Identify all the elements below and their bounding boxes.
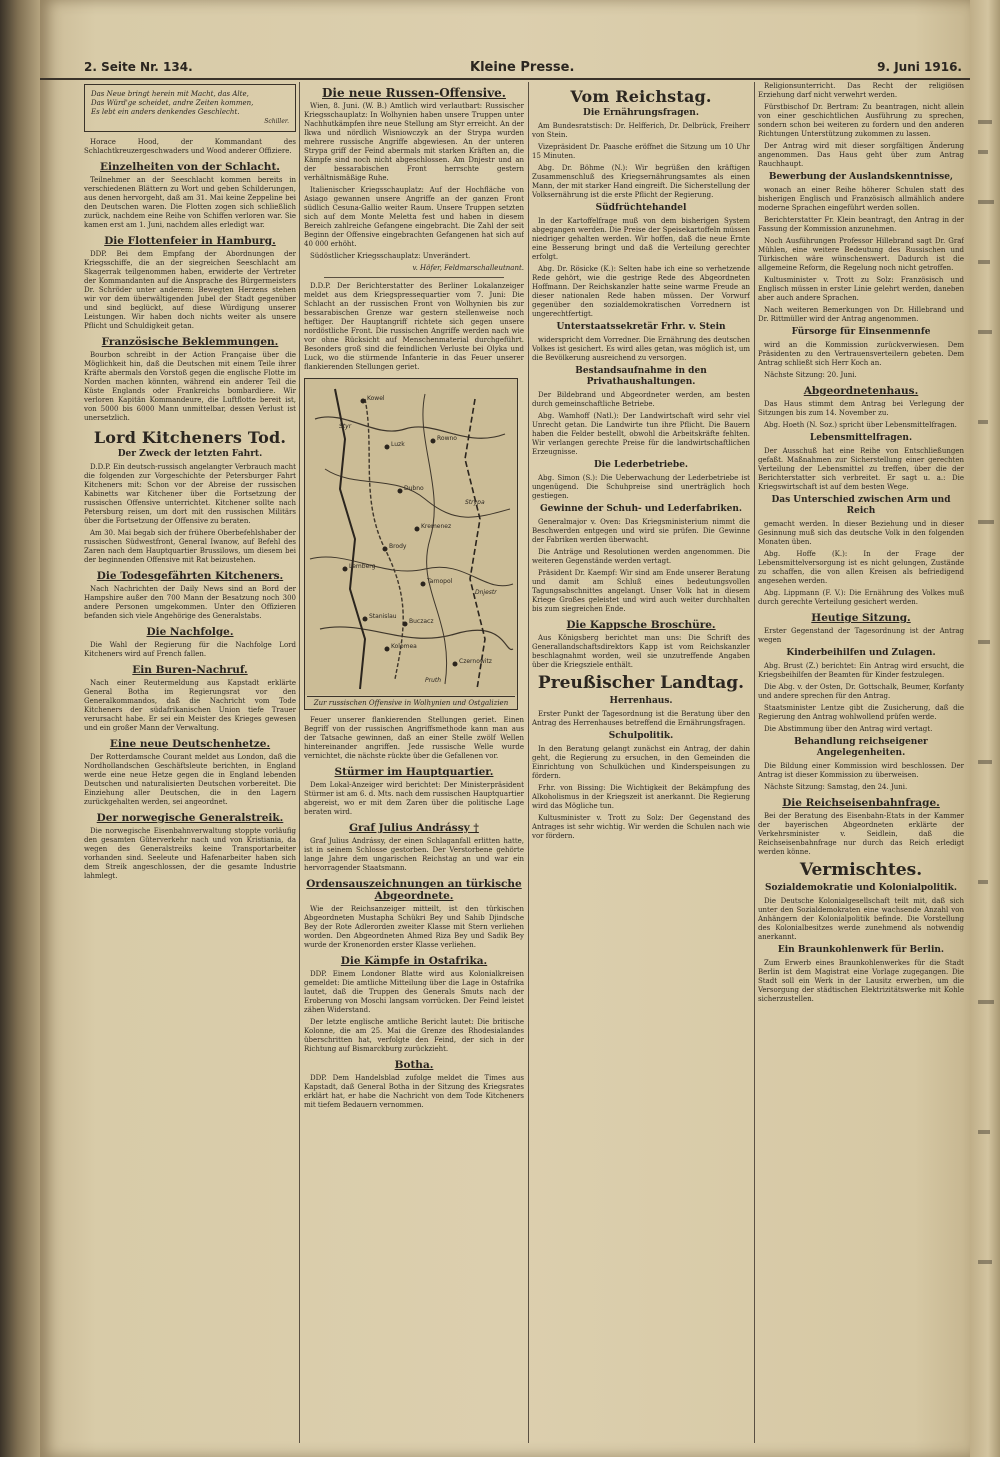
article-text: Am Bundesratstisch: Dr. Helfferich, Dr. Delbrück, Freiherr von Stein. (532, 122, 750, 139)
article-text: Die Abg. v. der Osten, Dr. Gottschalk, Beumer, Korfanty und andere sprechen für den Antrag. (758, 683, 964, 700)
article-text: Abg. Wamhoff (Natl.): Der Landwirtschaft wird sehr viel Unrecht getan. Die Landwirte tun ihre Pflicht. Die Bauern haben die Felder bestellt, obwohl die Arbeitskräfte fehlten. Wir verlangen gerechte Preise für die landwirtschaftlichen Erzeugnisse. (532, 412, 750, 456)
article-text: Der Ausschuß hat eine Reihe von Entschließungen gefaßt. Maßnahmen zur Sicherstellung einer gerechten Verteilung der Lebensmittel zu treffen, über die der Berichterstatter sich verbreitet. Er sagt u. a.: Die Kriegswirtschaft ist auf dem besten Wege. (758, 447, 964, 491)
article-text: Wien, 8. Juni. (W. B.) Amtlich wird verlautbart: Russischer Kriegsschauplatz: In Wolhynien haben unsere Truppen unter Nachhutkämpfen ihre neue Stellung am Styr erreicht. An der Ikwa und nördlich Wisniowczyk an der Strypa wurden mehrere russische Angriffe abgewiesen. An der unteren Strypa griff der Feind abermals mit starken Kräften an, die Kämpfe sind noch nicht abgeschlossen. Am Dnjestr und an der bessarabischen Front herrschte gestern verhältnismäßige Ruhe. (304, 102, 524, 182)
article-text: Das Haus stimmt dem Antrag bei Verlegung der Sitzungen bis zum 14. November zu. (758, 400, 964, 417)
article-text: Der Rotterdamsche Courant meldet aus London, daß die Nordhollandschen Geschäftsleute berichten, in England werde eine neue Hetze gegen die in England lebenden Deutschen und naturalisierten Deutschen vorbereitet. Die Einziehung aller Deutschen, die in den Lagern zurückgehalten werden, sei angeordnet. (84, 753, 296, 806)
article-text: Nach Nachrichten der Daily News sind an Bord der Hampshire außer den 700 Mann der Besatzung noch 300 andere Personen umgekommen. Unter den Offizieren befanden sich viele Angehörige des Generalstabs. (84, 585, 296, 620)
headline: Der norwegische Generalstreik. (96, 812, 284, 824)
subheadline: Bestandsaufnahme in den Privathaushaltungen. (575, 366, 707, 387)
epigraph-source: Schiller. (264, 118, 289, 125)
article-text: Frhr. von Bissing: Die Wichtigkeit der Bekämpfung des Alkoholismus in der Kriegszeit ist anerkannt. Die Regierung wird das Mögliche tun. (532, 784, 750, 810)
subheadline: Unterstaatssekretär Frhr. v. Stein (556, 322, 726, 332)
column-3 (532, 82, 750, 1447)
article-text: Vizepräsident Dr. Paasche eröffnet die Sitzung um 10 Uhr 15 Minuten. (532, 143, 750, 160)
front-map (304, 378, 518, 710)
article-text: Aus Königsberg berichtet man uns: Die Schrift des Generallandschaftsdirektors Kapp ist vom Reichskanzler beschlagnahmt worden, weil sie unzutreffende Angaben über die Kriegsziele enthält. (532, 634, 750, 669)
article-text: In der Kartoffelfrage muß von dem bisherigen System abgegangen werden. Die Preise der Speisekartoffeln müssen niedriger gehalten werden. Wir hoffen, daß die neue Ernte eine Besserung bringt und daß die Verteilung gerechter erfolgt. (532, 217, 750, 261)
map-label: Kremenez (421, 523, 452, 530)
newspaper-page (40, 0, 970, 1457)
article-text: Kultusminister v. Trott zu Solz: Der Gegenstand des Antrages ist sehr wichtig. Wir werden die Schulen nach wie vor fördern. (532, 814, 750, 840)
article-text: Abg. Dr. Rösicke (K.): Selten habe ich eine so verhetzende Rede gehört, wie die gestrige Rede des Abgeordneten Hoffmann. Der Reichskanzler hatte seine warme Freude an dieser nationalen Rede haben müssen. Der Vorwurf gegenüber den sozialdemokratischen Vorrednern ist ungerechtfertigt. (532, 265, 750, 318)
epigraph-box (84, 84, 296, 132)
map-label: Brody (389, 543, 407, 550)
article-text: Generalmajor v. Oven: Das Kriegsministerium nimmt die Beschwerden entgegen und wird sie prüfen. Die Gewinne der Fabriken werden überwacht. (532, 518, 750, 544)
article-text: Italienischer Kriegsschauplatz: Auf der Hochfläche von Asiago gewannen unsere Angriffe an der ganzen Front südlich Cesuna-Gallio weiter Raum. Unsere Truppen setzten sich auf dem Monte Meletta fest und haben in diesem Bereich zahlreiche Gefangene eingebracht. Die Zahl der seit Beginn der Offensive eingebrachten Gefangenen hat sich auf 40 000 erhöht. (304, 186, 524, 248)
headline: Eine neue Deutschenhetze. (109, 738, 271, 750)
map-label: Lemberg (349, 563, 376, 570)
article-text: Kultusminister v. Trott zu Solz: Französisch und Englisch müssen in erster Linie gelehrt werden, daneben aber auch andere Sprachen. (758, 276, 964, 302)
headline: Einzelheiten von der Schlacht. (100, 161, 280, 173)
headline: Abgeordnetenhaus. (803, 385, 919, 397)
issue-date: 9. Juni 1916. (877, 60, 962, 74)
column-rule (754, 82, 755, 1443)
subheadline: Südfrüchtehandel (595, 203, 687, 213)
column-rule (299, 82, 300, 1443)
article-text: Bei der Beratung des Eisenbahn-Etats in der Kammer der bayerischen Abgeordneten erklärte der Verkehrsminister v. Seidlein, daß die Reichseisenbahnfrage nur durch das Reich erledigt werden könne. (758, 812, 964, 856)
map-label: Stanislau (369, 613, 397, 620)
headline: Ordensauszeichnungen an türkische Abgeordnete. (306, 878, 522, 902)
headline-large: Vom Reichstag. (570, 87, 712, 106)
map-label: Luzk (391, 441, 405, 448)
subheadline: Ein Braunkohlenwerk für Berlin. (777, 945, 945, 955)
article-text: Teilnehmer an der Seeschlacht kommen bereits in verschiedenen Blättern zu Wort und geben Schilderungen, aus denen hervorgeht, daß am 31. Mai keine Zeppeline bei den Deutschen waren. Die Flotten zogen sich schließlich zurück, nachdem eine Reihe von Schiffen verloren war. Sie kamen erst am 1. Juni, nachdem alles erledigt war. (84, 176, 296, 229)
epigraph-line: Das Neue bringt herein mit Macht, das Alte, (91, 90, 249, 98)
article-text: Die Abstimmung über den Antrag wird vertagt. (764, 725, 933, 733)
subheadline: Die Lederbetriebe. (593, 460, 689, 470)
column-4 (758, 82, 964, 1447)
headline-large: Vermischtes. (799, 860, 923, 880)
article-text: Erster Gegenstand der Tagesordnung ist der Antrag wegen (758, 627, 964, 644)
article-text: Nächste Sitzung: 20. Juni. (764, 371, 857, 379)
article-text: Abg. Simon (S.): Die Ueberwachung der Lederbetriebe ist ungenügend. Die Schuhpreise sind unerträglich hoch gestiegen. (532, 474, 750, 500)
headline-large: Preußischer Landtag. (537, 673, 745, 693)
map-label: Rowno (437, 435, 457, 442)
article-text: DDP. Einem Londoner Blatte wird aus Kolonialkreisen gemeldet: Die amtliche Mitteilung über die Lage in Ostafrika lautet, daß die Truppen des Generals Smuts nach der Eroberung von Moschi langsam vorrücken. Der Feind leistet zähen Widerstand. (304, 970, 524, 1014)
article-text: Graf Julius Andrássy, der einen Schlaganfall erlitten hatte, ist in seinem Schlosse gestorben. Der Verstorbene gehörte lange Jahre dem ungarischen Reichstag an und war ein hervorragender Staatsmann. (304, 837, 524, 872)
map-label: Dnjestr (475, 589, 497, 596)
headline: Die Flottenfeier in Hamburg. (104, 235, 276, 247)
article-text: Abg. Dr. Böhme (N.): Wir begrüßen den kräftigen Zusammenschluß des Kriegsernährungsamtes als einen Mann, der mit starker Hand eingreift. Die Sicherstellung der Volksernährung ist die erste Pflicht der Regierung. (532, 164, 750, 199)
paper-title: Kleine Presse. (470, 60, 575, 75)
article-text: Abg. Lippmann (F. V.): Die Ernährung des Volkes muß durch gerechte Verteilung gesichert werden. (758, 589, 964, 606)
divider (324, 277, 504, 278)
subheadline: Gewinne der Schuh- und Lederfabriken. (539, 504, 743, 514)
map-label: Styr (339, 423, 352, 430)
map-label: Kowel (367, 395, 385, 402)
headline-large: Lord Kitcheners Tod. (93, 428, 287, 447)
article-text: Zum Erwerb eines Braunkohlenwerkes für die Stadt Berlin ist dem Magistrat eine Vorlage zugegangen. Die Stadt soll ein Werk in der Lausitz erwerben, um die Versorgung der städtischen Elektrizitätswerke mit Kohle sicherzustellen. (758, 959, 964, 1003)
column-1 (84, 82, 296, 1447)
article-text: Die Bildung einer Kommission wird beschlossen. Der Antrag ist dieser Kommission zu überweisen. (758, 762, 964, 779)
article-text: Die Wahl der Regierung für die Nachfolge Lord Kitcheners wird auf French fallen. (84, 641, 296, 658)
headline: Die Kappsche Broschüre. (566, 619, 716, 631)
headline: Die Nachfolge. (146, 626, 234, 638)
page-number: 2. Seite Nr. 134. (84, 60, 193, 74)
headline: Die Reichseisenbahnfrage. (782, 797, 940, 809)
column-2 (304, 82, 524, 1447)
article-text: Der letzte englische amtliche Bericht lautet: Die britische Kolonne, die am 25. Mai die Grenze des Rhodesialandes überschritten hat, verfolgte den Feind, der sich in der Richtung auf Bismarckburg zurückzieht. (304, 1018, 524, 1053)
article-text: Der Bildebrand und Abgeordneter werden, am besten durch gemeinschaftliche Betriebe. (532, 391, 750, 408)
headline: Botha. (394, 1059, 434, 1071)
column-rule (528, 82, 529, 1443)
article-text: Nach einer Reutermeldung aus Kapstadt erklärte General Botha im Regierungsrat vor den Generalkommandos, daß die Nachricht vom Tode Kitcheners der südafrikanischen Union tiefe Trauer verursacht habe. Er sei ein Meister des Krieges gewesen und ein großer Mann der Verwaltung. (84, 679, 296, 732)
article-text: wird an die Kommission zurückverwiesen. Dem Präsidenten zu den Vertrauensverteilern gebeten. Dem Antrag schließt sich Herr Koch an. (758, 341, 964, 367)
article-text: Feuer unserer flankierenden Stellungen geriet. Einen Begriff von der russischen Angriffsmethode kann man aus der Tatsache gewinnen, daß an einer Stelle zwölf Wellen hintereinander angriffen. Jede russische Welle wurde vernichtet, die nächste rückte über die Gefallenen vor. (304, 716, 524, 760)
article-text: Abg. Hoffe (K.): In der Frage der Lebensmittelversorgung ist es nicht gelungen, Zustände zu schaffen, die von allen Kreisen als befriedigend angesehen werden. (758, 550, 964, 585)
subheadline: Kinderbeihilfen und Zulagen. (786, 648, 936, 658)
article-text: Präsident Dr. Kaempf: Wir sind am Ende unserer Beratung und damit am Schluß eines bedeutungsvollen Tagungsabschnittes angelangt. Unser Volk hat in diesem Kriege Großes geleistet und wird auch weiter durchhalten bis zum siegreichen Ende. (532, 569, 750, 613)
subheadline: Fürsorge für Einsenmennfe (791, 327, 931, 337)
article-text: DDP. Bei dem Empfang der Abordnungen der Kriegsschiffe, die an der siegreichen Seeschlacht am Skagerrak teilgenommen haben, erwiderte der Vertreter der Kommandanten auf die Ansprache des Bürgermeisters Dr. Schröder unter anderem: Bewegten Herzens stehen wir vor dem überwältigenden Jubel der Stadt gegenüber und sind beglückt, auf diese Würdigung unserer Leistungen. Wir haben doch nichts weiter als unsere Pflicht und Schuldigkeit getan. (84, 250, 296, 330)
headline: Die Kämpfe in Ostafrika. (340, 955, 488, 967)
article-text: D.D.P. Ein deutsch-russisch angelangter Verbrauch macht die folgenden zur Vorgeschichte der Petersburger Fahrt Kitcheners mit: Schon vor der Abreise der russischen Kabinetts war Kitchener über die Fortsetzung der russischen Offensive unterrichtet. Kitchener sollte nach Petersburg reisen, um dort mit den russischen Militärs über die Fortsetzung der Offensive zu beraten. (84, 463, 296, 525)
map-label: Czernowitz (459, 658, 492, 665)
article-text: Die norwegische Eisenbahnverwaltung stoppte vorläufig den gesamten Güterverkehr nach und von Kristiania, da wegen des Generalstreiks keine Transportarbeiter vorhanden sind. Seeleute und Hafenarbeiter haben sich dem Streik angeschlossen, der die gesamte Industrie lahmlegt. (84, 827, 296, 880)
subheadline: Behandlung reichseigener Angelegenheiten. (794, 737, 928, 758)
subheadline: Sozialdemokratie und Kolonialpolitik. (765, 883, 957, 893)
article-text: Abg. Brust (Z.) berichtet: Ein Antrag wird ersucht, die Kriegsbeihilfen der Beamten für Kinder festzulegen. (758, 662, 964, 679)
headline: Die Todesgefährten Kitcheners. (96, 570, 284, 582)
headline: Ein Buren-Nachruf. (132, 664, 248, 676)
article-text: wonach an einer Reihe höherer Schulen statt des bisherigen Englisch und Französisch allmählich andere moderne Sprachen eingeführt werden sollen. (758, 186, 964, 212)
subheadline: Bewerbung der Auslandskenntnisse, (768, 172, 954, 182)
article-text: Erster Punkt der Tagesordnung ist die Beratung über den Antrag des Herrenhauses betreffend die Ernährungsfragen. (532, 710, 750, 727)
signature: v. Höfer, Feldmarschalleutnant. (412, 264, 524, 272)
headline: Graf Julius Andrássy † (349, 822, 479, 834)
map-label: Kolomea (391, 643, 417, 650)
article-text: gemacht werden. In dieser Beziehung und in dieser Gesinnung muß sich das deutsche Volk in den folgenden Monaten üben. (758, 520, 964, 546)
article-text: Nach weiteren Bemerkungen von Dr. Hillebrand und Dr. Rittmüller wird der Antrag angenommen. (758, 306, 964, 323)
article-text: In den Beratung gelangt zunächst ein Antrag, der dahin geht, die Regierung zu ersuchen, in den Gemeinden die Einrichtung von Schulküchen und Kinderspeisungen zu fördern. (532, 745, 750, 780)
article-text: Die Anträge und Resolutionen werden angenommen. Die weiteren Gegenstände werden vertagt. (532, 548, 750, 565)
subheadline: Lebensmittelfragen. (809, 433, 913, 443)
article-text: Bourbon schreibt in der Action Française über die Möglichkeit hin, daß die Deutschen mit einem Teile ihrer Kräfte abermals den Vorstoß gegen die englische Flotte im Norden machen könnten, während ein anderer Teil die Küste Englands oder Frankreichs bombardiere. Wir verloren Kapitän Kommandeure, die Luftflotte bereit ist, von 5000 bis 6000 Mann unmittelbar, dessen Verlust ist unersetzlich. (84, 351, 296, 422)
article-text: Staatsminister Lentze gibt die Zusicherung, daß die Regierung den Antrag wohlwollend prüfen werde. (758, 704, 964, 721)
map-label: Pruth (425, 677, 442, 684)
map-label: Tarnopol (427, 578, 453, 585)
headline: Französische Beklemmungen. (101, 336, 279, 348)
subheadline: Der Zweck der letzten Fahrt. (117, 449, 263, 459)
article-text: Fürstbischof Dr. Bertram: Zu beantragen, nicht allein von einer geschichtlichen Ausführung zu sprechen, sondern schon bei weiteren zu fordern und den anderen Richtungen Unterstützung zukommen zu lassen. (758, 103, 964, 138)
epigraph-line: Es lebt ein anders denkendes Geschlecht. (91, 108, 240, 116)
map-label: Dubno (404, 485, 424, 492)
article-text: DDP. Dem Handelsblad zufolge meldet die Times aus Kapstadt, daß General Botha in der Sitzung des Kriegsrates erklärt hat, er habe die Nachricht von dem Tode Kitcheners mit tiefem Bedauern vernommen. (304, 1074, 524, 1109)
headline: Heutige Sitzung. (811, 612, 911, 624)
article-text: Dem Lokal-Anzeiger wird berichtet: Der Ministerpräsident Stürmer ist am 6. d. Mts. nach dem russischen Hauptquartier abgereist, wo er mit dem Zaren über die politische Lage beraten wird. (304, 781, 524, 816)
book-spine (0, 0, 40, 1457)
article-text: Noch Ausführungen Professor Hillebrand sagt Dr. Graf Mühlen, eine weitere Bedeutung des Russischen und Türkischen wäre wünschenswert. Dadurch ist die allgemeine Reform, die Regelung noch nicht getroffen. (758, 237, 964, 272)
map-label: Strypa (465, 499, 485, 506)
article-text: Religionsunterricht. Das Recht der religiösen Erziehung darf nicht verwehrt werden. (758, 82, 964, 99)
map-caption: Zur russischen Offensive in Wolhynien und Ostgalizien (307, 696, 515, 707)
article-text: D.D.P. Der Berichterstatter des Berliner Lokalanzeiger meldet aus dem Kriegspressequartier vom 7. Juni: Die Schlacht an der russischen Front von Wolhynien bis zur bessarabischen Grenze war gestern stellenweise noch heftiger. Der Hauptangriff richtete sich gegen unsere nordöstliche Front. Die russischen Angriffe werden nach wie vor ohne Rücksicht auf Menschenmaterial durchgeführt. Besonders groß sind die feindlichen Verluste bei Olyka und Luck, wo die stürmende Infanterie in das Feuer unserer flankierenden Stellungen geriet. (304, 282, 524, 371)
headline: Die neue Russen-Offensive. (322, 86, 506, 100)
subheadline: Die Ernährungsfragen. (583, 108, 699, 118)
adjacent-page-edge (970, 0, 1000, 1457)
article-text: Südöstlicher Kriegsschauplatz: Unverändert. (310, 252, 471, 260)
article-text: Horace Hood, der Kommandant des Schlachtkreuzergeschwaders und Wood anderer Offiziere. (84, 138, 296, 155)
article-text: Am 30. Mai begab sich der frühere Oberbefehlshaber der russischen Südwestfront, General Iwanow, auf Befehl des Zaren nach dem Hauptquartier Brussilows, um diesem bei der beginnenden Offensive mit Rat beizustehen. (84, 529, 296, 564)
map-label: Buczacz (409, 618, 434, 625)
article-text: Berichterstatter Fr. Klein beantragt, den Antrag in der Fassung der Kommission anzunehmen. (758, 216, 964, 233)
article-text: widerspricht dem Vorredner. Die Ernährung des deutschen Volkes ist gesichert. Es wird alles getan, was möglich ist, um die Bevölkerung ausreichend zu versorgen. (532, 336, 750, 362)
article-text: Abg. Hoeth (N. Soz.) spricht über Lebensmittelfragen. (764, 421, 957, 429)
article-text: Die Deutsche Kolonialgesellschaft teilt mit, daß sich unter den Sozialdemokraten eine wachsende Anzahl von Anhängern der Kolonialpolitik befinde. Die Vorstellung des Kolonialbesitzes werde zunehmend als notwendig anerkannt. (758, 897, 964, 941)
subheadline: Herrenhaus. (609, 696, 673, 706)
epigraph-line: Das Würd'ge scheidet, andre Zeiten kommen, (91, 99, 254, 107)
article-text: Nächste Sitzung: Samstag, den 24. Juni. (764, 783, 908, 791)
article-text: Der Antrag wird mit dieser sorgfältigen Änderung angenommen. Das Haus geht über zum Antrag Rauchhaupt. (758, 142, 964, 168)
subheadline: Das Unterschied zwischen Arm und Reich (771, 495, 951, 516)
subheadline: Schulpolitik. (608, 731, 674, 741)
headline: Stürmer im Hauptquartier. (334, 766, 494, 778)
masthead (40, 58, 970, 80)
article-text: Wie der Reichsanzeiger mitteilt, ist den türkischen Abgeordneten Mustapha Schükri Bey und Sahib Djindsche Bey der Rote Adlerorden zweiter Klasse mit Stern verliehen worden. Den Abgeordneten Ahmed Riza Bey und Sadik Bey wurde der Kronenorden erster Klasse verliehen. (304, 905, 524, 949)
